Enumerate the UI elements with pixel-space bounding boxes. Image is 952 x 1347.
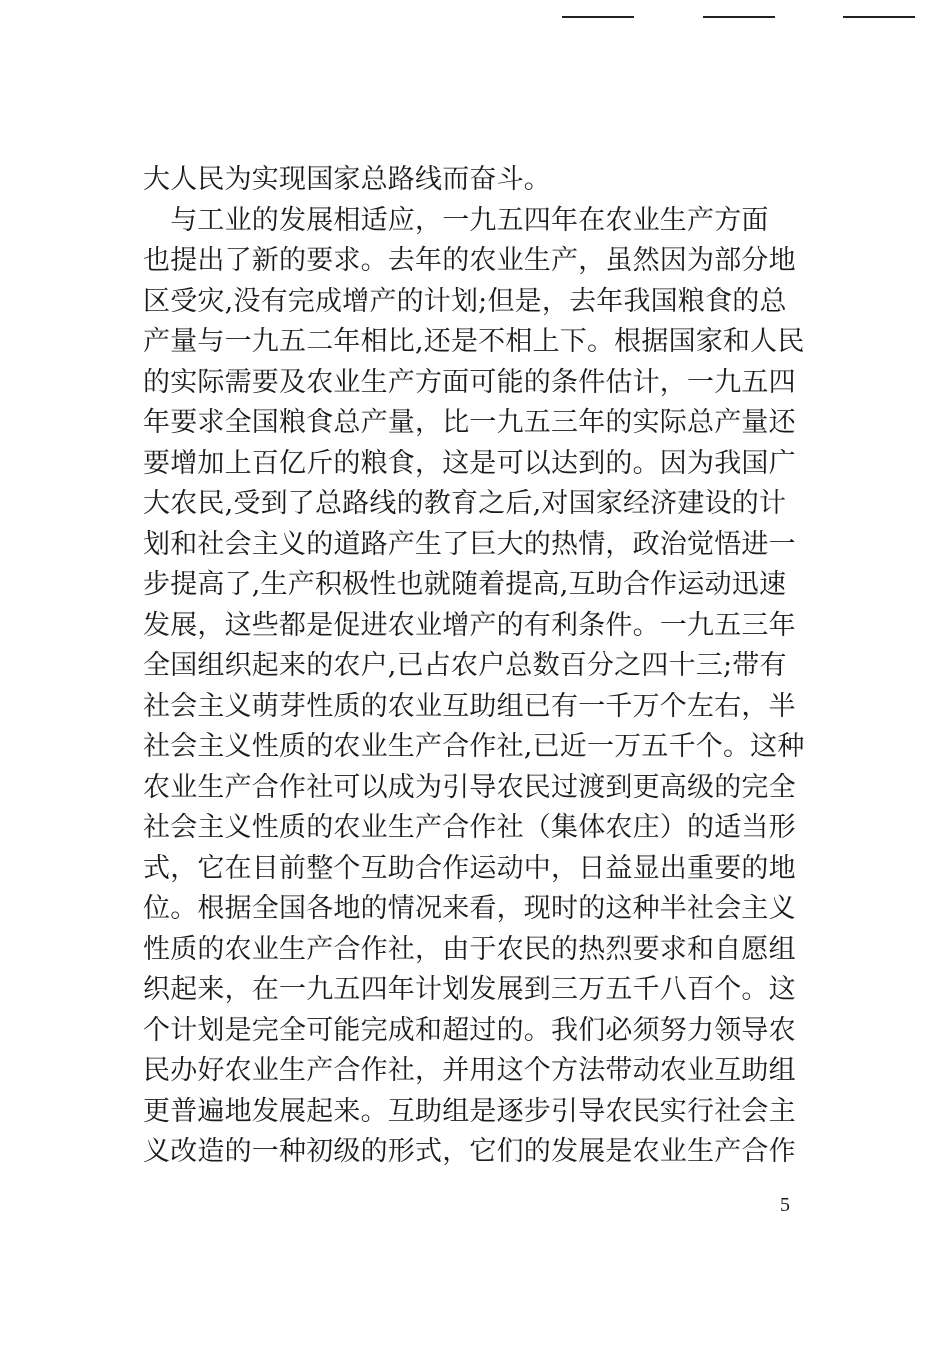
text-line: 也提出了新的要求。去年的农业生产，虽然因为部分地: [143, 245, 796, 276]
text-line: 年要求全国粮食总产量，比一九五三年的实际总产量还: [143, 407, 796, 438]
text-line: 式，它在目前整个互助合作运动中，日益显出重要的地: [143, 852, 796, 884]
page-number: 5: [780, 1194, 790, 1216]
text-line: 社会主义萌芽性质的农业互助组已有一千万个左右，半: [143, 690, 796, 722]
header-rule-1: [562, 16, 634, 18]
body-text: [143, 160, 821, 1173]
text-line: 个计划是完全可能完成和超过的。我们必须努力领导农: [143, 1014, 796, 1046]
header-rule-2: [703, 16, 775, 18]
text-line: 划和社会主义的道路产生了巨大的热情，政治觉悟进一: [143, 528, 796, 560]
text-line: 农业生产合作社可以成为引导农民过渡到更高级的完全: [143, 771, 796, 803]
header-rule-3: [843, 16, 915, 18]
text-line: 大农民,受到了总路线的教育之后,对国家经济建设的计: [143, 488, 787, 519]
text-line: 位。根据全国各地的情况来看，现时的这种半社会主义: [143, 893, 796, 924]
text-line: 发展，这些都是促进农业增产的有利条件。一九五三年: [143, 609, 796, 641]
text-line: 更普遍地发展起来。互助组是逐步引导农民实行社会主: [143, 1095, 796, 1127]
text-line: 产量与一九五二年相比,还是不相上下。根据国家和人民: [143, 326, 805, 357]
text-line: 区受灾,没有完成增产的计划;但是，去年我国粮食的总: [143, 285, 787, 317]
text-line: 步提高了,生产积极性也就随着提高,互助合作运动迅速: [143, 569, 787, 600]
text-line: 的实际需要及农业生产方面可能的条件估计，一九五四: [143, 366, 796, 398]
text-line: 义改造的一种初级的形式，它们的发展是农业生产合作: [143, 1136, 796, 1167]
text-line: 要增加上百亿斤的粮食，这是可以达到的。因为我国广: [143, 447, 796, 479]
text-line: 社会主义性质的农业生产合作社,已近一万五千个。这种: [143, 731, 805, 762]
text-line: 大人民为实现国家总路线而奋斗。: [143, 164, 551, 195]
text-line: 性质的农业生产合作社，由于农民的热烈要求和自愿组: [143, 933, 796, 965]
text-line: 民办好农业生产合作社，并用这个方法带动农业互助组: [143, 1055, 796, 1086]
text-line: 与工业的发展相适应，一九五四年在农业生产方面: [143, 204, 769, 236]
text-line: 全国组织起来的农户,已占农户总数百分之四十三;带有: [143, 650, 787, 681]
text-line: 社会主义性质的农业生产合作社（集体农庄）的适当形: [143, 812, 796, 843]
text-line: 织起来，在一九五四年计划发展到三万五千八百个。这: [143, 974, 796, 1005]
